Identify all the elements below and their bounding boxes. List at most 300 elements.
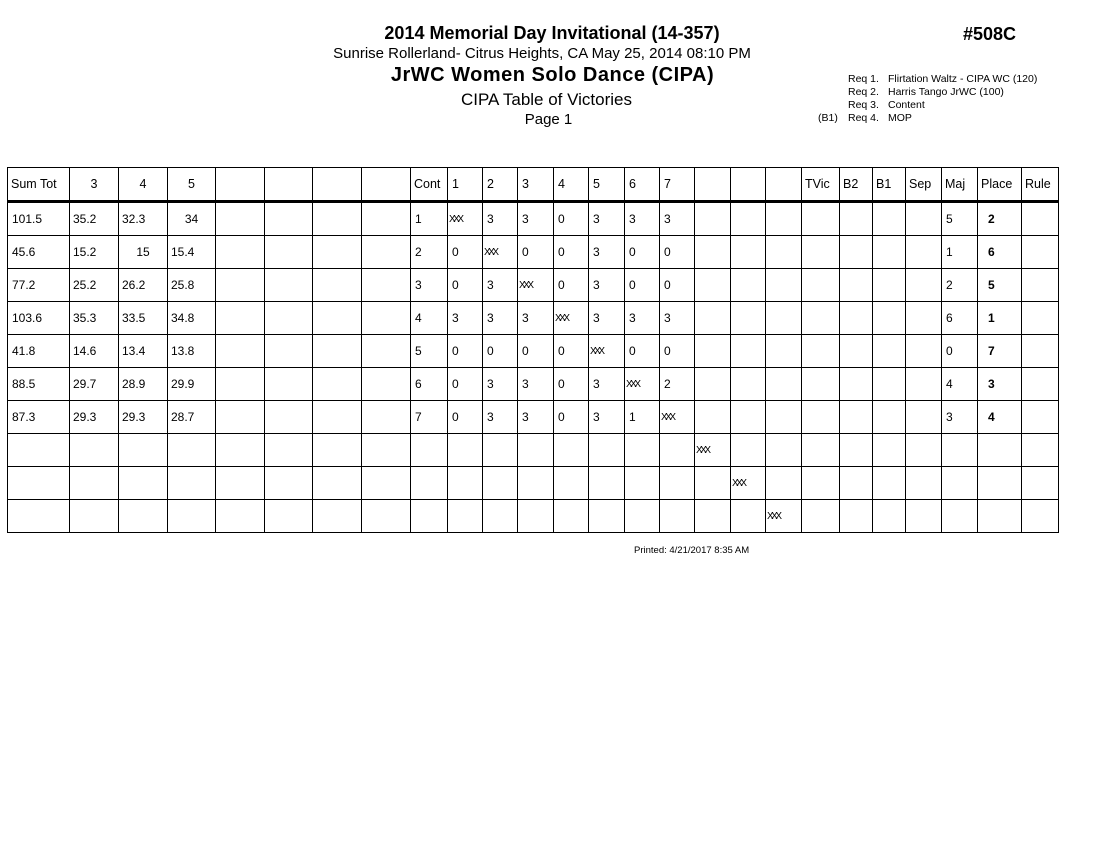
table-cell	[362, 434, 411, 467]
requirement-label: Req 2.	[848, 86, 879, 98]
column-header	[766, 168, 802, 202]
table-cell	[695, 500, 731, 533]
table-cell	[695, 335, 731, 368]
column-header: TVic	[802, 168, 840, 202]
table-cell	[731, 434, 766, 467]
column-header: 6	[625, 168, 660, 202]
event-number: #508C	[963, 24, 1017, 44]
table-cell	[660, 467, 695, 500]
table-cell: 29.9	[168, 368, 216, 401]
table-cell	[906, 401, 942, 434]
table-cell	[942, 434, 978, 467]
requirement-prefix	[818, 99, 848, 112]
table-cell: 3	[518, 202, 554, 236]
table-row	[8, 434, 1059, 467]
table-cell: 3	[625, 202, 660, 236]
table-cell: 5	[942, 202, 978, 236]
table-cell	[906, 269, 942, 302]
table-cell	[1022, 467, 1059, 500]
table-cell	[1022, 401, 1059, 434]
table-cell	[695, 401, 731, 434]
table-cell	[802, 467, 840, 500]
table-cell: 4	[411, 302, 448, 335]
table-cell: 2	[660, 368, 695, 401]
table-cell: 0	[554, 368, 589, 401]
table-row	[8, 401, 1059, 434]
table-cell	[840, 401, 873, 434]
table-cell: 3	[448, 302, 483, 335]
division-title: JrWC Women Solo Dance (CIPA)	[390, 64, 715, 86]
table-cell: 7	[411, 401, 448, 434]
table-row	[8, 269, 1059, 302]
table-cell	[840, 302, 873, 335]
requirement-item	[818, 86, 1037, 99]
table-cell: 3	[589, 202, 625, 236]
table-cell	[766, 335, 802, 368]
table-cell	[802, 202, 840, 236]
requirement-label: Req 4.	[848, 112, 879, 124]
place-cell: 4	[978, 401, 1022, 434]
table-cell	[906, 335, 942, 368]
table-cell	[906, 236, 942, 269]
table-cell	[766, 202, 802, 236]
requirement-text: Harris Tango JrWC (100)	[888, 86, 1004, 98]
table-cell: 0	[554, 401, 589, 434]
table-cell: 3	[483, 302, 518, 335]
table-cell	[313, 500, 362, 533]
table-cell	[802, 302, 840, 335]
table-cell	[1022, 302, 1059, 335]
table-cell	[216, 236, 265, 269]
table-cell	[731, 269, 766, 302]
table-cell: 0	[554, 202, 589, 236]
table-cell	[265, 368, 313, 401]
table-cell	[695, 202, 731, 236]
requirement-item	[818, 73, 1037, 86]
table-header-row	[8, 168, 1059, 202]
table-cell: 33.5	[119, 302, 168, 335]
table-row	[8, 202, 1059, 236]
requirement-text: Content	[888, 99, 925, 111]
requirement-label: Req 1.	[848, 73, 879, 85]
table-cell: 0	[518, 236, 554, 269]
table-cell: 3	[518, 302, 554, 335]
table-cell	[265, 335, 313, 368]
table-cell	[313, 335, 362, 368]
table-cell	[873, 467, 906, 500]
table-cell	[802, 434, 840, 467]
column-header: B1	[873, 168, 906, 202]
table-cell: 0	[554, 335, 589, 368]
table-cell	[766, 302, 802, 335]
table-cell	[8, 467, 70, 500]
table-cell	[168, 467, 216, 500]
table-cell: 0	[625, 335, 660, 368]
table-cell	[518, 467, 554, 500]
table-cell	[840, 500, 873, 533]
column-header: 1	[448, 168, 483, 202]
table-cell	[168, 434, 216, 467]
table-cell	[873, 368, 906, 401]
table-cell	[766, 269, 802, 302]
column-header: 7	[660, 168, 695, 202]
table-cell: 13.8	[168, 335, 216, 368]
place-cell: 6	[978, 236, 1022, 269]
table-cell	[1022, 434, 1059, 467]
table-cell	[216, 335, 265, 368]
table-cell	[483, 467, 518, 500]
requirement-item	[818, 99, 1037, 112]
table-cell	[216, 500, 265, 533]
table-cell	[802, 335, 840, 368]
table-cell	[695, 269, 731, 302]
table-cell	[840, 236, 873, 269]
table-cell	[1022, 202, 1059, 236]
table-cell: 3	[483, 401, 518, 434]
table-cell: 35.2	[70, 202, 119, 236]
column-header: 5	[168, 168, 216, 202]
table-cell: 3	[589, 401, 625, 434]
table-cell: 41.8	[8, 335, 70, 368]
table-cell	[873, 500, 906, 533]
place-cell	[978, 467, 1022, 500]
table-cell	[8, 434, 70, 467]
table-cell	[265, 434, 313, 467]
table-cell	[265, 269, 313, 302]
table-cell: 29.3	[70, 401, 119, 434]
table-cell: 1	[625, 401, 660, 434]
table-cell	[411, 434, 448, 467]
table-cell	[589, 434, 625, 467]
column-header: 5	[589, 168, 625, 202]
place-cell: 1	[978, 302, 1022, 335]
table-cell	[695, 302, 731, 335]
table-cell: 15.2	[70, 236, 119, 269]
table-cell	[216, 302, 265, 335]
table-cell	[1022, 236, 1059, 269]
table-cell	[766, 236, 802, 269]
table-cell	[906, 368, 942, 401]
event-title: 2014 Memorial Day Invitational (14-357)	[384, 23, 720, 43]
table-cell	[873, 335, 906, 368]
self-comparison-cell: XXX	[554, 302, 589, 335]
table-cell	[362, 302, 411, 335]
self-comparison-cell: XXX	[731, 467, 766, 500]
table-cell	[313, 401, 362, 434]
column-header	[313, 168, 362, 202]
table-cell	[362, 467, 411, 500]
table-cell: 4	[942, 368, 978, 401]
table-cell	[265, 236, 313, 269]
table-cell: 0	[483, 335, 518, 368]
table-cell	[362, 202, 411, 236]
table-cell: 32.3	[119, 202, 168, 236]
table-cell	[265, 467, 313, 500]
table-cell	[216, 467, 265, 500]
table-cell	[731, 500, 766, 533]
table-cell	[873, 269, 906, 302]
table-cell	[906, 434, 942, 467]
table-cell	[766, 467, 802, 500]
table-cell	[695, 467, 731, 500]
place-cell: 5	[978, 269, 1022, 302]
column-header: 4	[554, 168, 589, 202]
self-comparison-cell: XXX	[695, 434, 731, 467]
place-cell: 7	[978, 335, 1022, 368]
table-cell: 0	[448, 269, 483, 302]
table-cell	[840, 202, 873, 236]
column-header: Sep	[906, 168, 942, 202]
table-cell	[362, 500, 411, 533]
table-cell: 0	[448, 335, 483, 368]
column-header: 4	[119, 168, 168, 202]
table-cell: 28.7	[168, 401, 216, 434]
table-cell	[942, 467, 978, 500]
table-cell: 1	[411, 202, 448, 236]
table-cell: 3	[483, 368, 518, 401]
requirements-list	[818, 73, 1037, 125]
column-header	[695, 168, 731, 202]
table-cell: 5	[411, 335, 448, 368]
table-cell	[802, 236, 840, 269]
column-header: Rule	[1022, 168, 1059, 202]
self-comparison-cell: XXX	[483, 236, 518, 269]
table-row	[8, 335, 1059, 368]
table-cell	[362, 335, 411, 368]
table-cell	[448, 500, 483, 533]
table-cell	[448, 434, 483, 467]
table-cell	[731, 302, 766, 335]
place-cell	[978, 434, 1022, 467]
table-cell	[802, 500, 840, 533]
table-cell	[625, 467, 660, 500]
requirement-prefix	[818, 86, 848, 99]
table-cell: 3	[660, 302, 695, 335]
table-cell: 3	[589, 269, 625, 302]
table-cell	[518, 500, 554, 533]
page-number: Page 1	[524, 111, 573, 128]
table-cell	[313, 236, 362, 269]
table-cell	[1022, 335, 1059, 368]
column-header	[216, 168, 265, 202]
table-cell	[265, 500, 313, 533]
table-cell	[70, 434, 119, 467]
table-cell	[1022, 368, 1059, 401]
table-cell	[362, 236, 411, 269]
table-cell: 3	[411, 269, 448, 302]
table-cell: 29.3	[119, 401, 168, 434]
table-cell: 34	[168, 202, 216, 236]
table-cell: 0	[942, 335, 978, 368]
table-cell: 3	[518, 368, 554, 401]
column-header: Cont	[411, 168, 448, 202]
table-cell	[873, 401, 906, 434]
table-cell	[873, 302, 906, 335]
column-header: 2	[483, 168, 518, 202]
table-cell: 26.2	[119, 269, 168, 302]
table-cell: 0	[625, 269, 660, 302]
table-cell	[554, 434, 589, 467]
table-cell: 0	[518, 335, 554, 368]
table-cell	[554, 467, 589, 500]
table-cell	[483, 434, 518, 467]
column-header: Maj	[942, 168, 978, 202]
table-cell: 13.4	[119, 335, 168, 368]
table-cell: 1	[942, 236, 978, 269]
table-cell	[731, 202, 766, 236]
table-cell: 88.5	[8, 368, 70, 401]
column-header: Sum Tot	[8, 168, 70, 202]
table-cell	[216, 434, 265, 467]
table-cell: 3	[483, 269, 518, 302]
table-row	[8, 500, 1059, 533]
requirement-label: Req 3.	[848, 99, 879, 111]
self-comparison-cell: XXX	[448, 202, 483, 236]
table-cell	[802, 269, 840, 302]
table-cell	[873, 434, 906, 467]
table-cell	[216, 401, 265, 434]
table-cell: 14.6	[70, 335, 119, 368]
table-row	[8, 467, 1059, 500]
table-of-victories	[7, 167, 1059, 533]
table-cell	[265, 202, 313, 236]
table-cell	[168, 500, 216, 533]
table-cell	[695, 368, 731, 401]
self-comparison-cell: XXX	[625, 368, 660, 401]
table-cell: 2	[942, 269, 978, 302]
table-cell	[840, 335, 873, 368]
column-header: 3	[70, 168, 119, 202]
table-cell	[119, 500, 168, 533]
table-cell	[216, 368, 265, 401]
table-cell	[840, 269, 873, 302]
table-row	[8, 236, 1059, 269]
table-cell: 15	[119, 236, 168, 269]
table-cell	[1022, 269, 1059, 302]
table-cell	[313, 302, 362, 335]
table-cell	[906, 202, 942, 236]
self-comparison-cell: XXX	[518, 269, 554, 302]
table-cell: 15.4	[168, 236, 216, 269]
table-cell	[518, 434, 554, 467]
table-cell: 3	[660, 202, 695, 236]
table-cell: 3	[942, 401, 978, 434]
table-cell: 25.2	[70, 269, 119, 302]
table-cell	[362, 269, 411, 302]
table-cell	[70, 500, 119, 533]
table-cell	[1022, 500, 1059, 533]
table-cell	[731, 368, 766, 401]
table-cell	[362, 401, 411, 434]
table-cell	[731, 236, 766, 269]
table-cell: 3	[589, 236, 625, 269]
self-comparison-cell: XXX	[766, 500, 802, 533]
table-cell	[313, 434, 362, 467]
table-cell	[313, 467, 362, 500]
table-cell	[119, 434, 168, 467]
table-cell	[802, 368, 840, 401]
requirement-text: MOP	[888, 112, 912, 124]
table-cell: 0	[660, 269, 695, 302]
table-cell	[660, 500, 695, 533]
table-cell	[695, 236, 731, 269]
table-cell	[766, 434, 802, 467]
column-header: Place	[978, 168, 1022, 202]
requirement-text: Flirtation Waltz - CIPA WC (120)	[888, 73, 1038, 85]
requirement-prefix	[818, 73, 848, 86]
table-cell	[448, 467, 483, 500]
table-cell	[660, 434, 695, 467]
table-cell	[906, 467, 942, 500]
table-cell	[216, 269, 265, 302]
table-cell	[731, 335, 766, 368]
table-cell: 2	[411, 236, 448, 269]
table-cell: 0	[448, 368, 483, 401]
table-cell	[119, 467, 168, 500]
table-cell	[8, 500, 70, 533]
report-subtitle: CIPA Table of Victories	[460, 90, 633, 109]
requirement-item	[818, 112, 1037, 125]
table-cell	[906, 500, 942, 533]
table-cell	[411, 467, 448, 500]
requirement-prefix: (B1)	[818, 112, 838, 124]
table-cell: 0	[448, 236, 483, 269]
table-cell	[265, 302, 313, 335]
table-cell	[840, 467, 873, 500]
table-cell	[802, 401, 840, 434]
table-cell	[625, 500, 660, 533]
table-cell: 25.8	[168, 269, 216, 302]
table-cell	[313, 269, 362, 302]
table-cell	[362, 368, 411, 401]
table-cell	[731, 401, 766, 434]
table-cell	[840, 368, 873, 401]
table-cell: 0	[554, 236, 589, 269]
table-cell	[483, 500, 518, 533]
table-cell	[70, 467, 119, 500]
table-cell	[766, 401, 802, 434]
table-cell: 3	[483, 202, 518, 236]
column-header	[265, 168, 313, 202]
table-cell	[313, 368, 362, 401]
table-cell: 35.3	[70, 302, 119, 335]
table-cell: 34.8	[168, 302, 216, 335]
table-cell: 0	[625, 236, 660, 269]
table-cell: 101.5	[8, 202, 70, 236]
place-cell: 3	[978, 368, 1022, 401]
table-cell: 29.7	[70, 368, 119, 401]
table-cell: 6	[411, 368, 448, 401]
column-header	[731, 168, 766, 202]
table-cell	[906, 302, 942, 335]
column-header: 3	[518, 168, 554, 202]
table-cell: 0	[448, 401, 483, 434]
table-cell	[313, 202, 362, 236]
table-cell	[766, 368, 802, 401]
venue-date-line: Sunrise Rollerland- Citrus Heights, CA May 25, 2014 08:10 PM	[333, 45, 751, 62]
table-cell: 0	[660, 236, 695, 269]
table-cell	[840, 434, 873, 467]
table-cell	[625, 434, 660, 467]
table-cell: 28.9	[119, 368, 168, 401]
table-cell: 103.6	[8, 302, 70, 335]
table-cell: 0	[660, 335, 695, 368]
table-cell	[589, 467, 625, 500]
place-cell	[978, 500, 1022, 533]
self-comparison-cell: XXX	[660, 401, 695, 434]
table-row	[8, 368, 1059, 401]
table-cell	[873, 236, 906, 269]
